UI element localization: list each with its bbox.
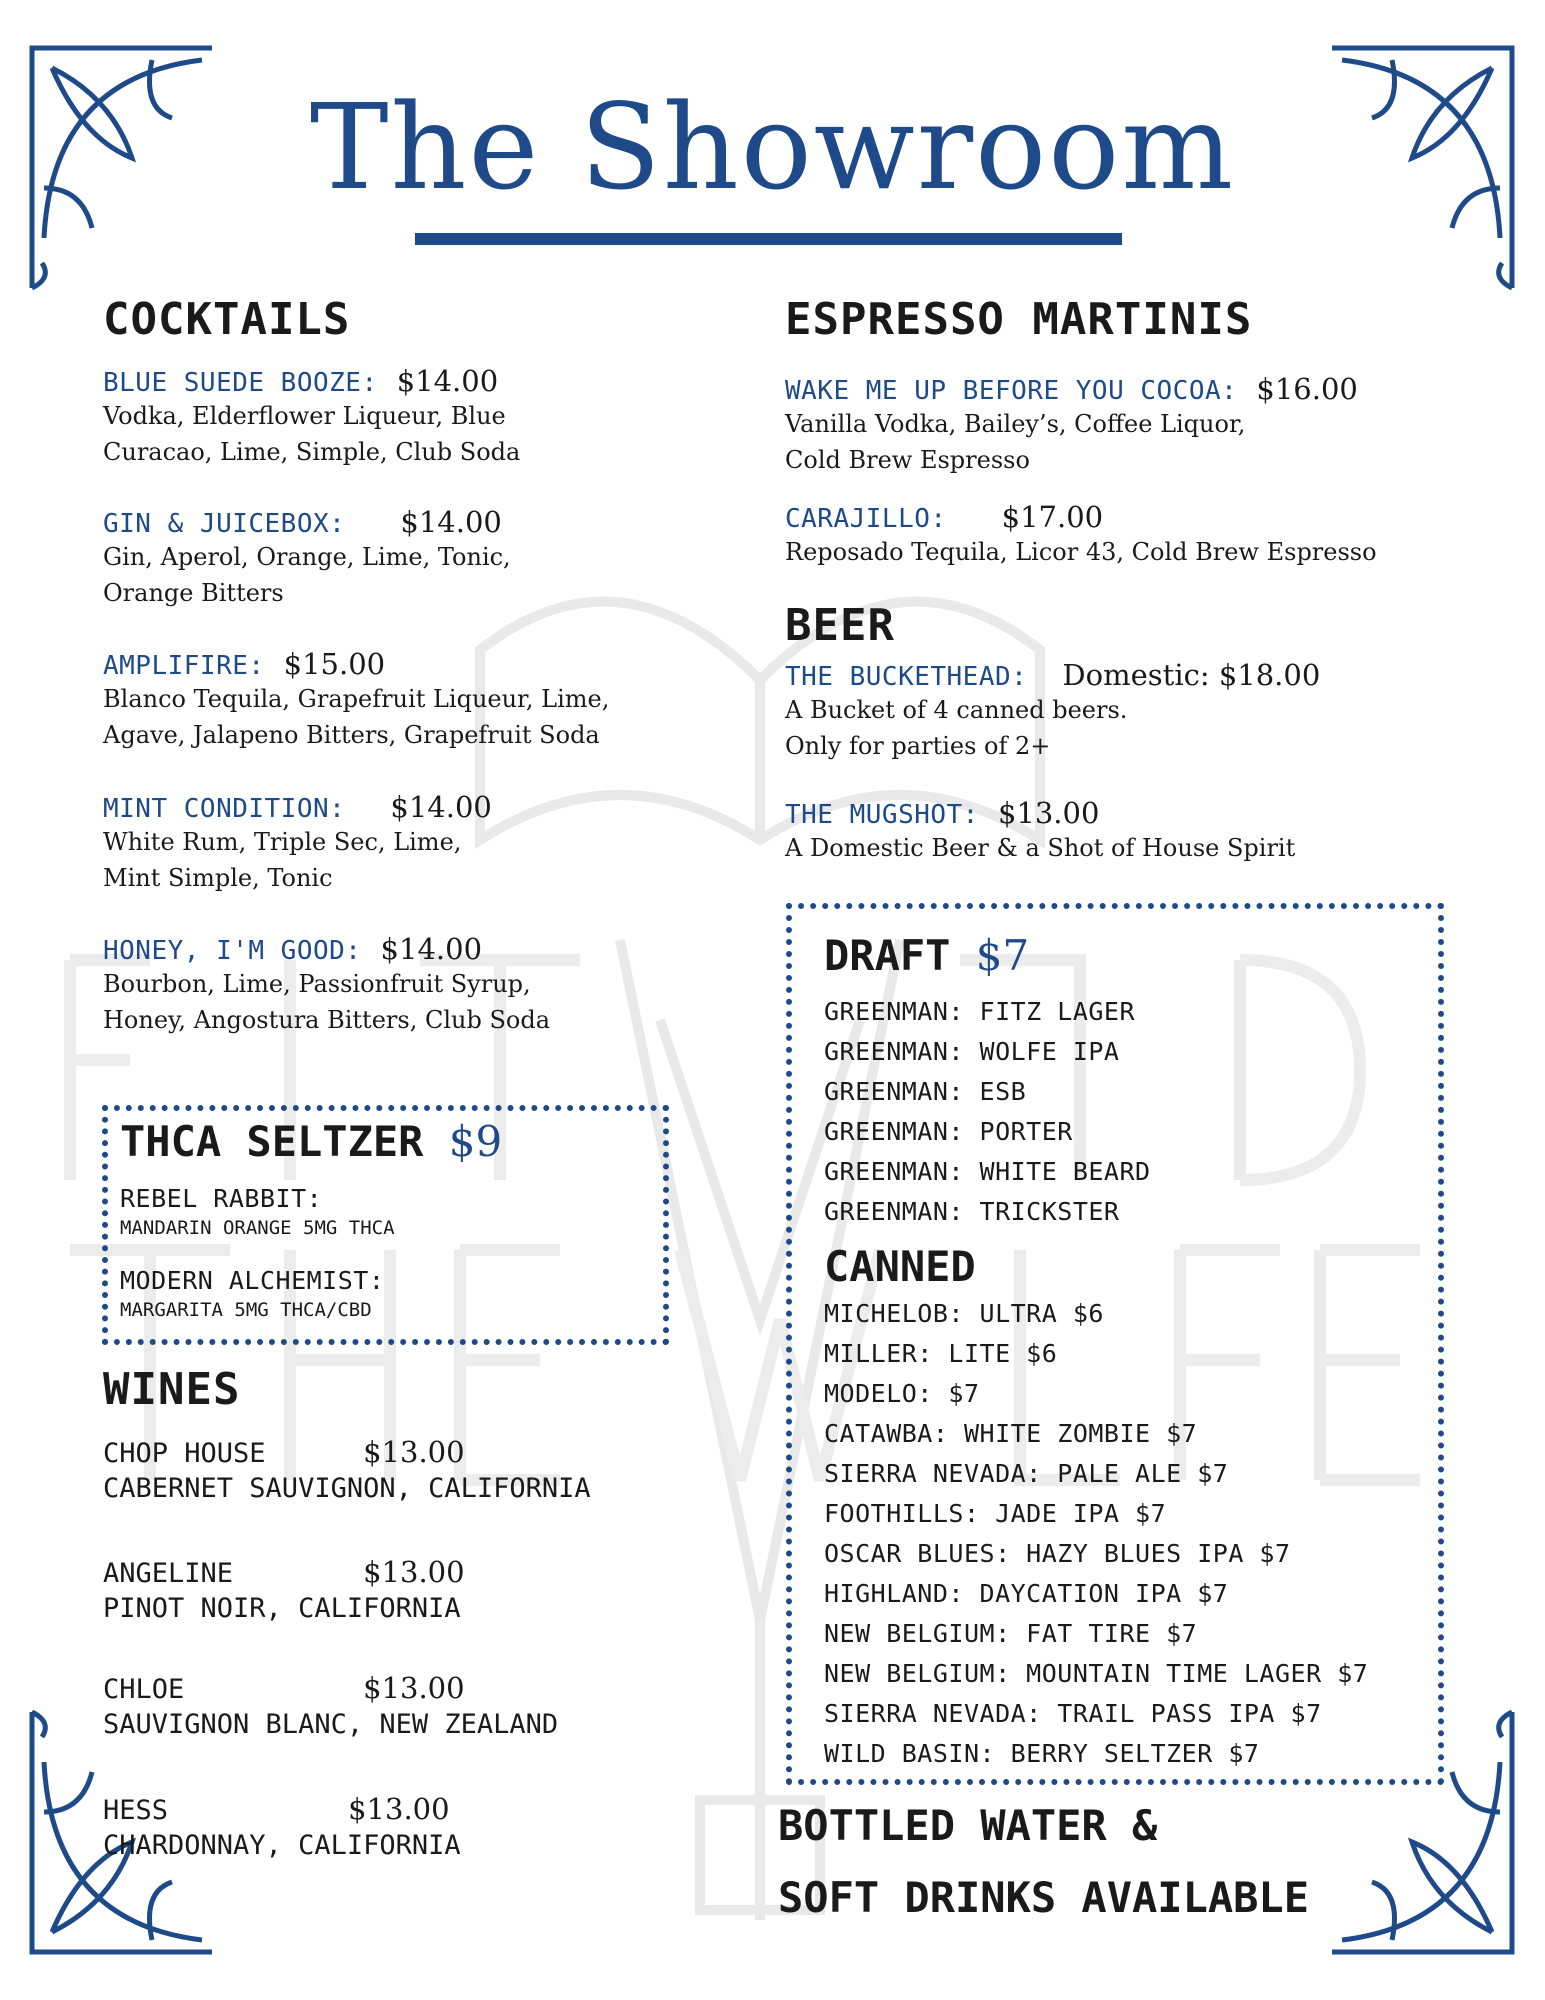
soft-drinks-line: SOFT DRINKS AVAILABLE [778,1873,1310,1922]
cocktail-item [103,647,609,753]
cocktail-price: $14.00 [380,932,483,966]
wine-name: ANGELINE [103,1558,234,1589]
espresso-name: CARAJILLO: [785,504,947,534]
cocktail-ingredients: Agave, Jalapeno Bitters, Grapefruit Soda [103,721,600,749]
thca-item-desc: MARGARITA 5MG THCA/CBD [120,1299,372,1321]
wine-price: $13.00 [348,1792,450,1826]
canned-list [824,1294,1368,1774]
title-underline [415,233,1122,245]
beer-name: THE BUCKETHEAD: [785,662,1028,692]
thca-item [120,1263,384,1321]
cocktail-item [103,790,492,896]
espresso-heading: ESPRESSO MARTINIS [785,294,1253,345]
espresso-price: $17.00 [1001,500,1104,534]
list-item: OSCAR BLUES: HAZY BLUES IPA $7 [824,1539,1291,1568]
wine-name: CHLOE [103,1674,185,1705]
cocktail-ingredients: Bourbon, Lime, Passionfruit Syrup, [103,970,531,998]
wine-description: SAUVIGNON BLANC, NEW ZEALAND [103,1709,559,1740]
thca-item [120,1181,395,1239]
wine-price: $13.00 [363,1671,465,1705]
thca-seltzer-box [102,1105,669,1345]
draft-canned-box [786,903,1444,1785]
draft-list [824,992,1151,1232]
beer-description: A Bucket of 4 canned beers. [785,696,1128,724]
list-item: MICHELOB: ULTRA $6 [824,1299,1104,1328]
wines-heading: WINES [103,1364,241,1415]
list-item: NEW BELGIUM: MOUNTAIN TIME LAGER $7 [824,1659,1369,1688]
draft-price: $7 [975,931,1030,980]
list-item: WILD BASIN: BERRY SELTZER $7 [824,1739,1260,1768]
list-item: CATAWBA: WHITE ZOMBIE $7 [824,1419,1198,1448]
list-item: MODELO: $7 [824,1379,980,1408]
list-item: GREENMAN: FITZ LAGER [824,997,1136,1026]
thca-item-name: REBEL RABBIT: [120,1184,323,1213]
page-title: The Showroom [309,78,1236,216]
beer-item [785,796,1295,866]
cocktail-ingredients: Orange Bitters [103,579,284,607]
espresso-ingredients: Reposado Tequila, Licor 43, Cold Brew Espresso [785,538,1377,566]
wine-description: CABERNET SAUVIGNON, CALIFORNIA [103,1473,591,1504]
bottled-water-note [778,1790,1309,1934]
beer-name: THE MUGSHOT: [785,800,979,830]
cocktails-heading: COCKTAILS [103,294,351,345]
cocktail-ingredients: Honey, Angostura Bitters, Club Soda [103,1006,550,1034]
beer-description: Only for parties of 2+ [785,732,1051,760]
wine-item [103,1792,461,1861]
wine-description: PINOT NOIR, CALIFORNIA [103,1593,461,1624]
list-item: SIERRA NEVADA: PALE ALE $7 [824,1459,1229,1488]
wine-description: CHARDONNAY, CALIFORNIA [103,1830,461,1861]
thca-heading [120,1117,502,1166]
cocktail-item [103,364,520,470]
list-item: GREENMAN: TRICKSTER [824,1197,1120,1226]
thca-item-desc: MANDARIN ORANGE 5MG THCA [120,1217,395,1239]
wine-item [103,1671,558,1740]
cocktail-ingredients: Mint Simple, Tonic [103,864,333,892]
cocktail-name: BLUE SUEDE BOOZE: [103,368,378,398]
cocktail-name: MINT CONDITION: [103,794,346,824]
cocktail-name: AMPLIFIRE: [103,651,265,681]
beer-heading: BEER [785,600,895,651]
cocktail-price: $14.00 [390,790,492,824]
canned-heading: CANNED [824,1242,976,1291]
wine-name: HESS [103,1795,169,1826]
bottled-water-line: BOTTLED WATER & [778,1801,1158,1850]
espresso-item [785,372,1358,478]
cocktail-ingredients: Blanco Tequila, Grapefruit Liqueur, Lime, [103,685,610,713]
list-item: HIGHLAND: DAYCATION IPA $7 [824,1579,1229,1608]
list-item: MILLER: LITE $6 [824,1339,1058,1368]
list-item: GREENMAN: PORTER [824,1117,1073,1146]
cocktail-ingredients: Gin, Aperol, Orange, Lime, Tonic, [103,543,511,571]
list-item: GREENMAN: WHITE BEARD [824,1157,1151,1186]
wine-price: $13.00 [363,1435,465,1469]
cocktail-name: GIN & JUICEBOX: [103,509,346,539]
cocktail-ingredients: White Rum, Triple Sec, Lime, [103,828,462,856]
list-item: GREENMAN: ESB [824,1077,1027,1106]
list-item: FOOTHILLS: JADE IPA $7 [824,1499,1167,1528]
wine-price: $13.00 [363,1555,465,1589]
thca-heading-label: THCA SELTZER [120,1117,424,1166]
espresso-name: WAKE ME UP BEFORE YOU COCOA: [785,376,1238,406]
cocktail-price: $14.00 [400,505,502,539]
list-item: NEW BELGIUM: FAT TIRE $7 [824,1619,1198,1648]
espresso-item [785,500,1377,570]
cocktail-item [103,932,550,1038]
espresso-ingredients: Vanilla Vodka, Bailey’s, Coffee Liquor, [785,410,1246,438]
thca-item-name: MODERN ALCHEMIST: [120,1266,385,1295]
thca-price: $9 [448,1117,503,1166]
cocktail-ingredients: Vodka, Elderflower Liqueur, Blue [103,402,506,430]
cocktail-ingredients: Curacao, Lime, Simple, Club Soda [103,438,521,466]
wine-item [103,1555,465,1624]
espresso-price: $16.00 [1256,372,1358,406]
cocktail-price: $14.00 [396,364,499,398]
draft-heading [824,931,1029,980]
list-item: GREENMAN: WOLFE IPA [824,1037,1120,1066]
list-item: SIERRA NEVADA: TRAIL PASS IPA $7 [824,1699,1322,1728]
draft-heading-label: DRAFT [824,931,951,980]
espresso-ingredients: Cold Brew Espresso [785,446,1030,474]
cocktail-price: $15.00 [283,647,386,681]
cocktail-item [103,505,511,611]
beer-price: Domestic: $18.00 [1062,658,1321,692]
beer-price: $13.00 [997,796,1100,830]
beer-item [785,658,1320,764]
wine-item [103,1435,591,1504]
beer-description: A Domestic Beer & a Shot of House Spirit [785,834,1296,862]
wine-name: CHOP HOUSE [103,1438,266,1469]
cocktail-name: HONEY, I'M GOOD: [103,936,362,966]
